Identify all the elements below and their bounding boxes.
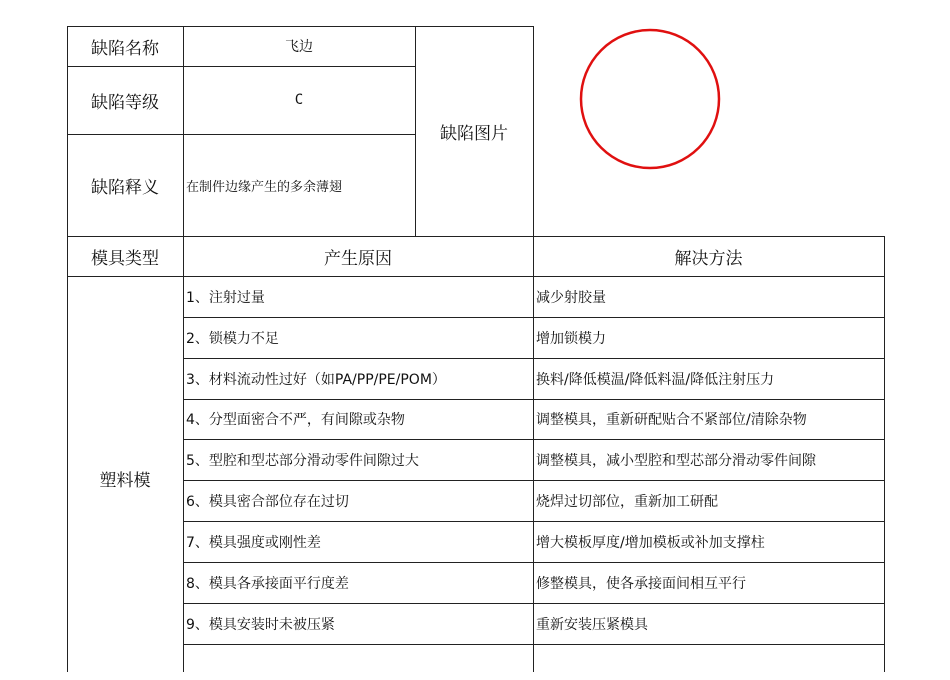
header-mold-type: 模具类型: [91, 248, 159, 269]
grid-line: [67, 276, 884, 277]
cause-5: 5、型腔和型芯部分滑动零件间隙过大: [186, 452, 419, 469]
cause-9: 9、模具安装时未被压紧: [186, 616, 335, 633]
solution-5: 调整模具，减小型腔和型芯部分滑动零件间隙: [536, 452, 816, 469]
defect-image: [534, 26, 884, 235]
grid-line: [67, 236, 884, 237]
grid-line: [183, 26, 184, 672]
cause-7: 7、模具强度或刚性差: [186, 534, 321, 551]
grid-line: [533, 26, 534, 672]
defect-level-value: C: [294, 92, 304, 108]
mold-type-value: 塑料模: [99, 470, 151, 491]
defect-name-value: 飞边: [285, 39, 313, 55]
cause-1: 1、注射过量: [186, 289, 265, 306]
grid-line: [415, 26, 416, 236]
cause-8: 8、模具各承接面平行度差: [186, 575, 349, 592]
grid-line: [884, 236, 885, 672]
solution-8: 修整模具，使各承接面间相互平行: [536, 575, 746, 592]
solution-6: 烧焊过切部位，重新加工研配: [536, 493, 718, 510]
grid-line: [67, 26, 534, 27]
solution-9: 重新安装压紧模具: [536, 616, 648, 633]
defect-marker-circle: [534, 26, 884, 235]
cause-6: 6、模具密合部位存在过切: [186, 493, 349, 510]
defect-name-label: 缺陷名称: [91, 38, 159, 59]
grid-line: [67, 66, 415, 67]
solution-2: 增加锁模力: [536, 330, 606, 347]
cause-4: 4、分型面密合不严，有间隙或杂物: [186, 412, 405, 428]
solution-7: 增大模板厚度/增加模板或补加支撑柱: [536, 534, 765, 551]
grid-line: [67, 26, 68, 672]
solution-3: 换料/降低模温/降低料温/降低注射压力: [536, 371, 775, 388]
solution-1: 减少射胶量: [536, 289, 606, 306]
defect-desc-label: 缺陷释义: [91, 177, 159, 198]
solution-4: 调整模具，重新研配贴合不紧部位/清除杂物: [536, 412, 807, 428]
cause-2: 2、锁模力不足: [186, 330, 279, 347]
defect-desc-value: 在制件边缘产生的多余薄翅: [186, 179, 343, 195]
grid-line: [67, 134, 415, 135]
defect-image-label: 缺陷图片: [440, 123, 508, 144]
cause-3: 3、材料流动性过好（如PA/PP/PE/POM）: [186, 371, 446, 388]
header-cause: 产生原因: [324, 248, 392, 269]
header-solution: 解决方法: [674, 248, 743, 269]
defect-level-label: 缺陷等级: [91, 92, 159, 113]
